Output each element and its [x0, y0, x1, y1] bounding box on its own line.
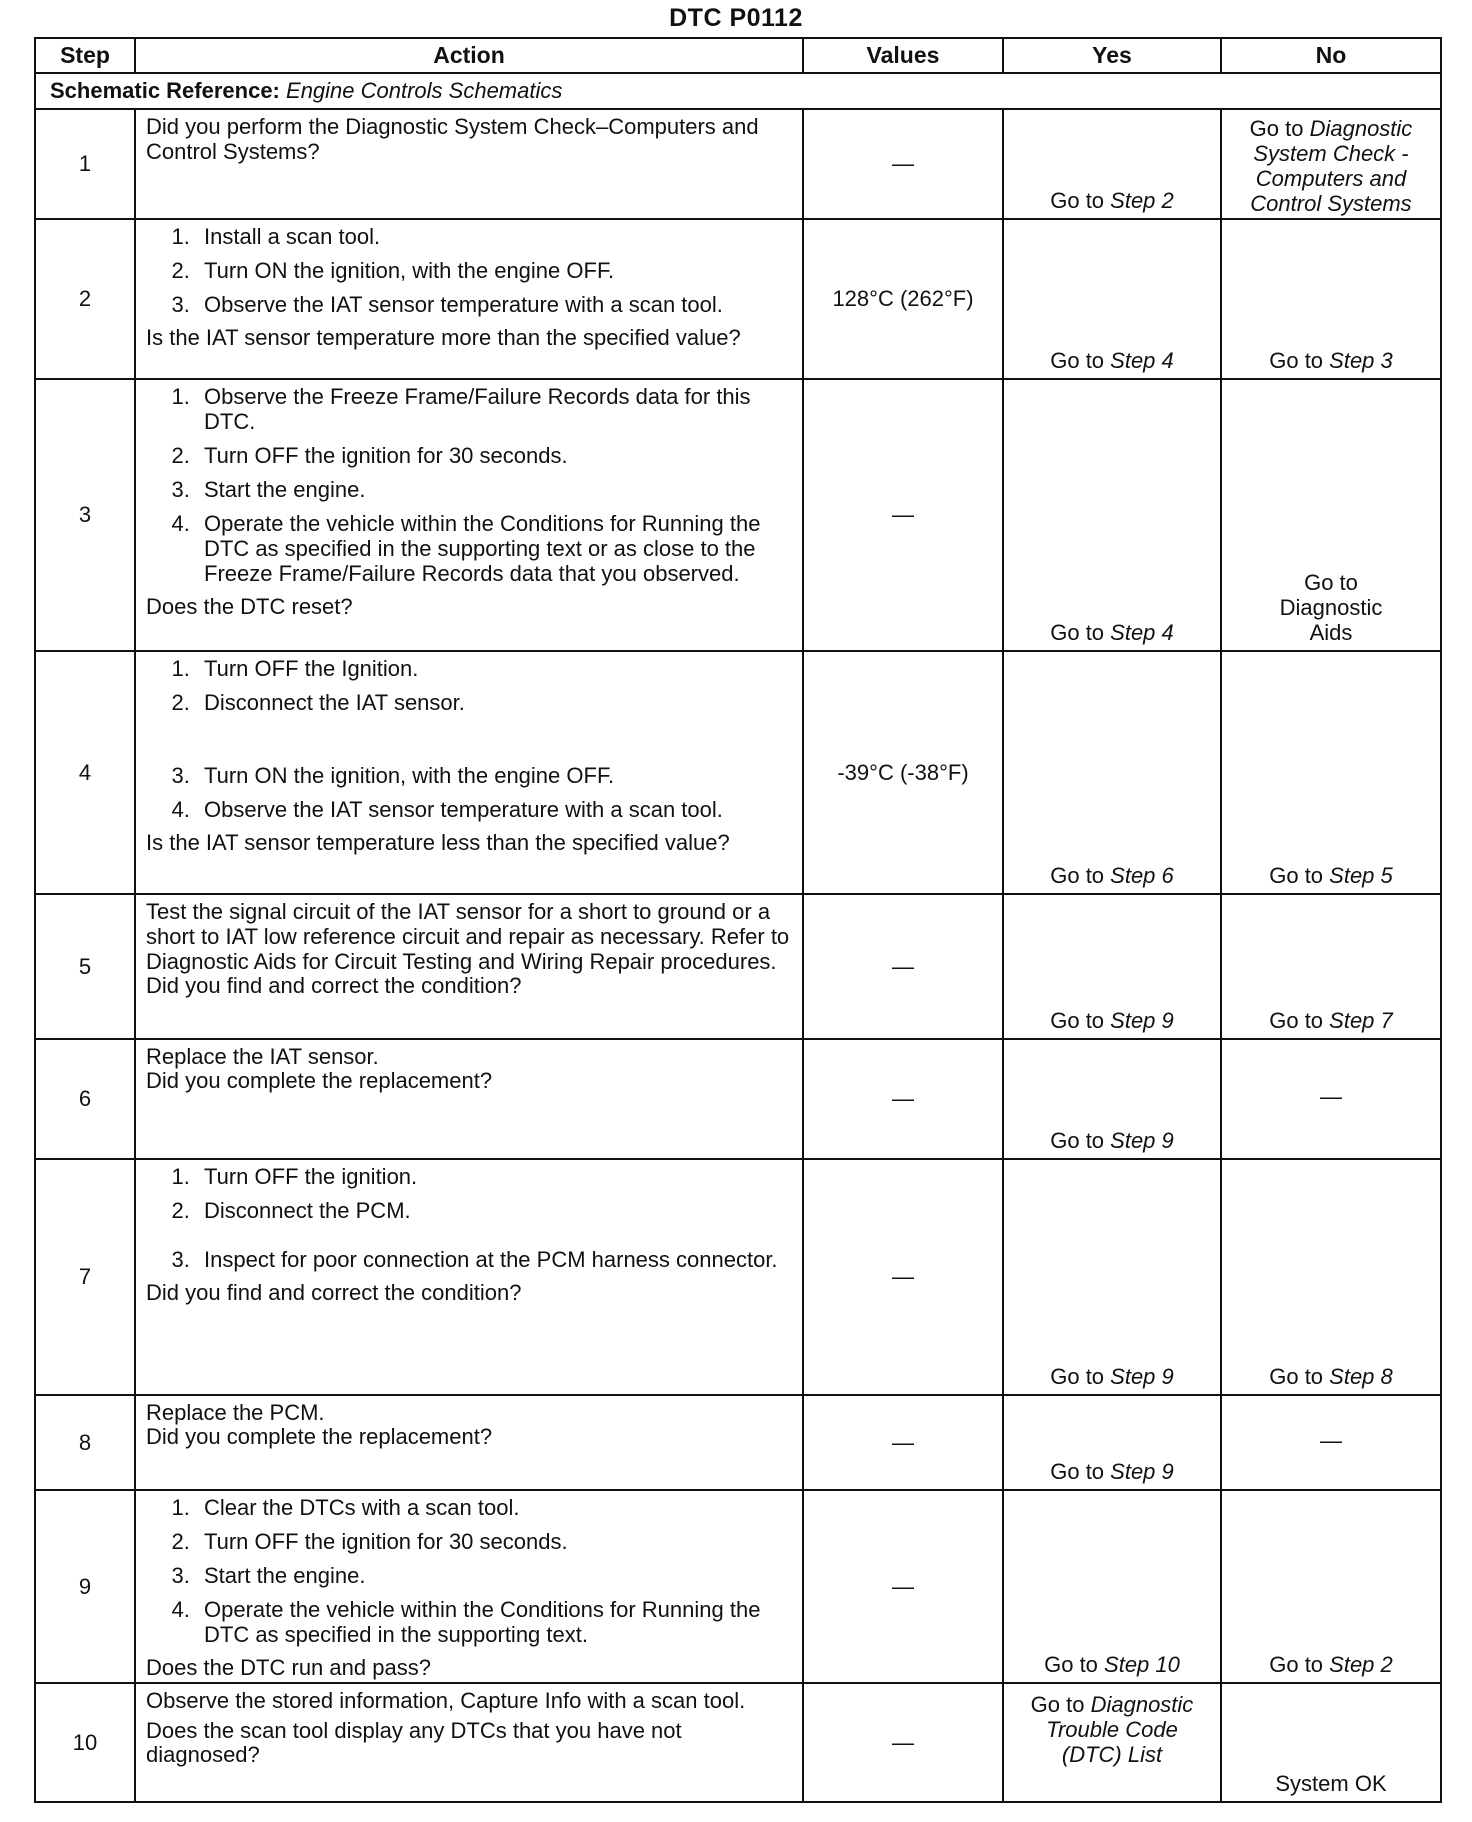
action-cell — [135, 651, 803, 894]
no-target[interactable]: Step 7 — [1329, 1008, 1393, 1033]
step-number: 8 — [35, 1395, 135, 1490]
value-cell: — — [803, 1683, 1003, 1802]
schematic-reference-row — [35, 73, 1441, 109]
action-step: 4. Operate the vehicle within the Conditions for Running the DTC as specified in the supporting text or as close to the Freeze Frame/Failure Records data that you observed. — [196, 511, 792, 586]
action-steps — [146, 384, 792, 595]
table-row — [35, 1159, 1441, 1395]
action-step: 3. Inspect for poor connection at the PCM harness connector. — [196, 1247, 792, 1272]
action-step: 1. Observe the Freeze Frame/Failure Records data for this DTC. — [196, 384, 792, 434]
no-prefix: Go to — [1249, 116, 1310, 141]
action-steps — [146, 1164, 792, 1281]
no-target[interactable]: Step 2 — [1329, 1652, 1393, 1677]
action-question: Does the DTC run and pass? — [146, 1655, 431, 1680]
action-text: Replace the PCM. — [146, 1400, 325, 1425]
action-text: Replace the IAT sensor. — [146, 1044, 379, 1069]
step-number: 9 — [35, 1490, 135, 1683]
action-question: Did you complete the replacement? — [146, 1068, 493, 1093]
yes-target[interactable]: Step 9 — [1110, 1128, 1174, 1153]
schematic-reference-link[interactable]: Engine Controls Schematics — [286, 78, 563, 103]
no-target[interactable]: Step 5 — [1329, 863, 1393, 888]
yes-target[interactable]: Step 10 — [1104, 1652, 1180, 1677]
table-row — [35, 651, 1441, 894]
action-step: 4. Observe the IAT sensor temperature with a scan tool. — [196, 797, 792, 822]
yes-cell[interactable] — [1003, 894, 1221, 1039]
no-prefix: Go to — [1269, 1652, 1330, 1677]
no-prefix: Go to — [1269, 348, 1330, 373]
yes-cell[interactable] — [1003, 379, 1221, 651]
value-cell: — — [803, 1039, 1003, 1159]
action-step: 2. Turn OFF the ignition for 30 seconds. — [196, 443, 792, 468]
yes-cell[interactable] — [1003, 1683, 1221, 1802]
action-question: Did you find and correct the condition? — [146, 973, 522, 998]
yes-cell[interactable] — [1003, 1039, 1221, 1159]
value-cell: — — [803, 109, 1003, 219]
header-row — [35, 38, 1441, 73]
yes-target[interactable]: Step 2 — [1110, 188, 1174, 213]
no-cell[interactable] — [1221, 651, 1441, 894]
no-prefix: Go to — [1269, 863, 1330, 888]
action-step: 3. Start the engine. — [196, 477, 792, 502]
yes-cell[interactable] — [1003, 651, 1221, 894]
no-cell[interactable]: Go to Diagnostic Aids — [1221, 379, 1441, 651]
action-step: 2. Turn OFF the ignition for 30 seconds. — [196, 1529, 792, 1554]
yes-target[interactable]: Step 4 — [1110, 348, 1174, 373]
step-number: 2 — [35, 219, 135, 379]
value-cell: — — [803, 1395, 1003, 1490]
yes-prefix: Go to — [1050, 348, 1111, 373]
action-question: Is the IAT sensor temperature more than the specified value? — [146, 325, 741, 350]
action-question: Does the DTC reset? — [146, 594, 353, 619]
yes-prefix: Go to — [1050, 1008, 1111, 1033]
yes-prefix: Go to — [1030, 1692, 1091, 1717]
step-number: 7 — [35, 1159, 135, 1395]
header-values: Values — [803, 38, 1003, 73]
no-prefix: Go to — [1269, 1008, 1330, 1033]
action-step: 3. Observe the IAT sensor temperature with a scan tool. — [196, 292, 792, 317]
action-step: 2. Turn ON the ignition, with the engine OFF. — [196, 258, 792, 283]
table-row — [35, 379, 1441, 651]
yes-target[interactable]: Step 9 — [1110, 1459, 1174, 1484]
step-number: 1 — [35, 109, 135, 219]
value-cell: — — [803, 379, 1003, 651]
table-row — [35, 1039, 1441, 1159]
yes-cell[interactable] — [1003, 1395, 1221, 1490]
value-cell: — — [803, 1490, 1003, 1683]
action-question: Did you complete the replacement? — [146, 1424, 493, 1449]
action-cell — [135, 109, 803, 219]
no-cell: — — [1221, 1039, 1441, 1159]
step-number: 4 — [35, 651, 135, 894]
action-cell — [135, 894, 803, 1039]
no-cell: System OK — [1221, 1683, 1441, 1802]
yes-prefix: Go to — [1050, 863, 1111, 888]
value-cell: -39°C (-38°F) — [803, 651, 1003, 894]
value-cell: 128°C (262°F) — [803, 219, 1003, 379]
header-action: Action — [135, 38, 803, 73]
action-question: Did you find and correct the condition? — [146, 1280, 522, 1305]
action-cell — [135, 1490, 803, 1683]
header-no: No — [1221, 38, 1441, 73]
action-cell — [135, 379, 803, 651]
action-text: Test the signal circuit of the IAT sensor for a short to ground or a short to IAT low reference circuit and repair as necessary. Refer to Diagnostic Aids for Circuit Testing and Wiring Repair procedures. — [146, 899, 790, 974]
action-step: 1. Install a scan tool. — [196, 224, 792, 249]
yes-target[interactable]: Step 4 — [1110, 620, 1174, 645]
action-steps — [146, 224, 792, 326]
table-row — [35, 1395, 1441, 1490]
page-title: DTC P0112 — [669, 4, 803, 32]
yes-prefix: Go to — [1050, 620, 1111, 645]
yes-prefix: Go to — [1050, 188, 1111, 213]
yes-target[interactable]: Step 9 — [1110, 1008, 1174, 1033]
value-cell: — — [803, 894, 1003, 1039]
action-question: Is the IAT sensor temperature less than the specified value? — [146, 830, 730, 855]
no-target[interactable]: Diagnostic System Check - Computers and Control Systems — [1250, 116, 1413, 216]
action-cell — [135, 1039, 803, 1159]
action-step: 3. Start the engine. — [196, 1563, 792, 1588]
step-number: 5 — [35, 894, 135, 1039]
action-step: 3. Turn ON the ignition, with the engine OFF. — [196, 763, 792, 788]
no-cell[interactable] — [1221, 1490, 1441, 1683]
yes-prefix: Go to — [1044, 1652, 1105, 1677]
table-row — [35, 1683, 1441, 1802]
no-cell[interactable] — [1221, 894, 1441, 1039]
action-cell — [135, 219, 803, 379]
yes-target[interactable]: Step 6 — [1110, 863, 1174, 888]
yes-target[interactable]: Diagnostic Trouble Code (DTC) List — [1046, 1692, 1194, 1767]
action-step: 1. Clear the DTCs with a scan tool. — [196, 1495, 792, 1520]
table-row — [35, 109, 1441, 219]
action-step: 4. Operate the vehicle within the Conditions for Running the DTC as specified in the supporting text. — [196, 1597, 792, 1647]
no-cell[interactable] — [1221, 1159, 1441, 1395]
value-cell: — — [803, 1159, 1003, 1395]
action-cell — [135, 1395, 803, 1490]
no-target[interactable]: Step 8 — [1329, 1364, 1393, 1389]
step-number: 3 — [35, 379, 135, 651]
yes-target[interactable]: Step 9 — [1110, 1364, 1174, 1389]
no-cell[interactable] — [1221, 219, 1441, 379]
action-step: 1. Turn OFF the ignition. — [196, 1164, 792, 1189]
table-row — [35, 894, 1441, 1039]
no-target[interactable]: Step 3 — [1329, 348, 1393, 373]
action-step: 1. Turn OFF the Ignition. — [196, 656, 792, 681]
step-number: 6 — [35, 1039, 135, 1159]
step-number: 10 — [35, 1683, 135, 1802]
yes-cell[interactable] — [1003, 1490, 1221, 1683]
action-step: 2. Disconnect the PCM. — [196, 1198, 792, 1223]
schematic-reference-label: Schematic Reference: — [50, 78, 280, 103]
no-cell[interactable] — [1221, 109, 1441, 219]
table-row — [35, 1490, 1441, 1683]
no-prefix: Go to — [1269, 1364, 1330, 1389]
action-question: Does the scan tool display any DTCs that you have not diagnosed? — [146, 1718, 682, 1767]
action-steps — [146, 656, 792, 831]
action-step: 2. Disconnect the IAT sensor. — [196, 690, 792, 715]
no-cell: — — [1221, 1395, 1441, 1490]
table-row — [35, 219, 1441, 379]
yes-cell[interactable] — [1003, 109, 1221, 219]
yes-prefix: Go to — [1050, 1459, 1111, 1484]
action-text: Observe the stored information, Capture Info with a scan tool. — [146, 1688, 746, 1713]
yes-prefix: Go to — [1050, 1128, 1111, 1153]
dtc-table — [34, 37, 1442, 1803]
header-yes: Yes — [1003, 38, 1221, 73]
action-text: Did you perform the Diagnostic System Check–Computers and Control Systems? — [146, 114, 759, 164]
yes-cell[interactable] — [1003, 1159, 1221, 1395]
action-cell — [135, 1159, 803, 1395]
yes-prefix: Go to — [1050, 1364, 1111, 1389]
yes-cell[interactable] — [1003, 219, 1221, 379]
schematic-reference — [35, 73, 1441, 109]
action-steps — [146, 1495, 792, 1656]
action-cell — [135, 1683, 803, 1802]
header-step: Step — [35, 38, 135, 73]
